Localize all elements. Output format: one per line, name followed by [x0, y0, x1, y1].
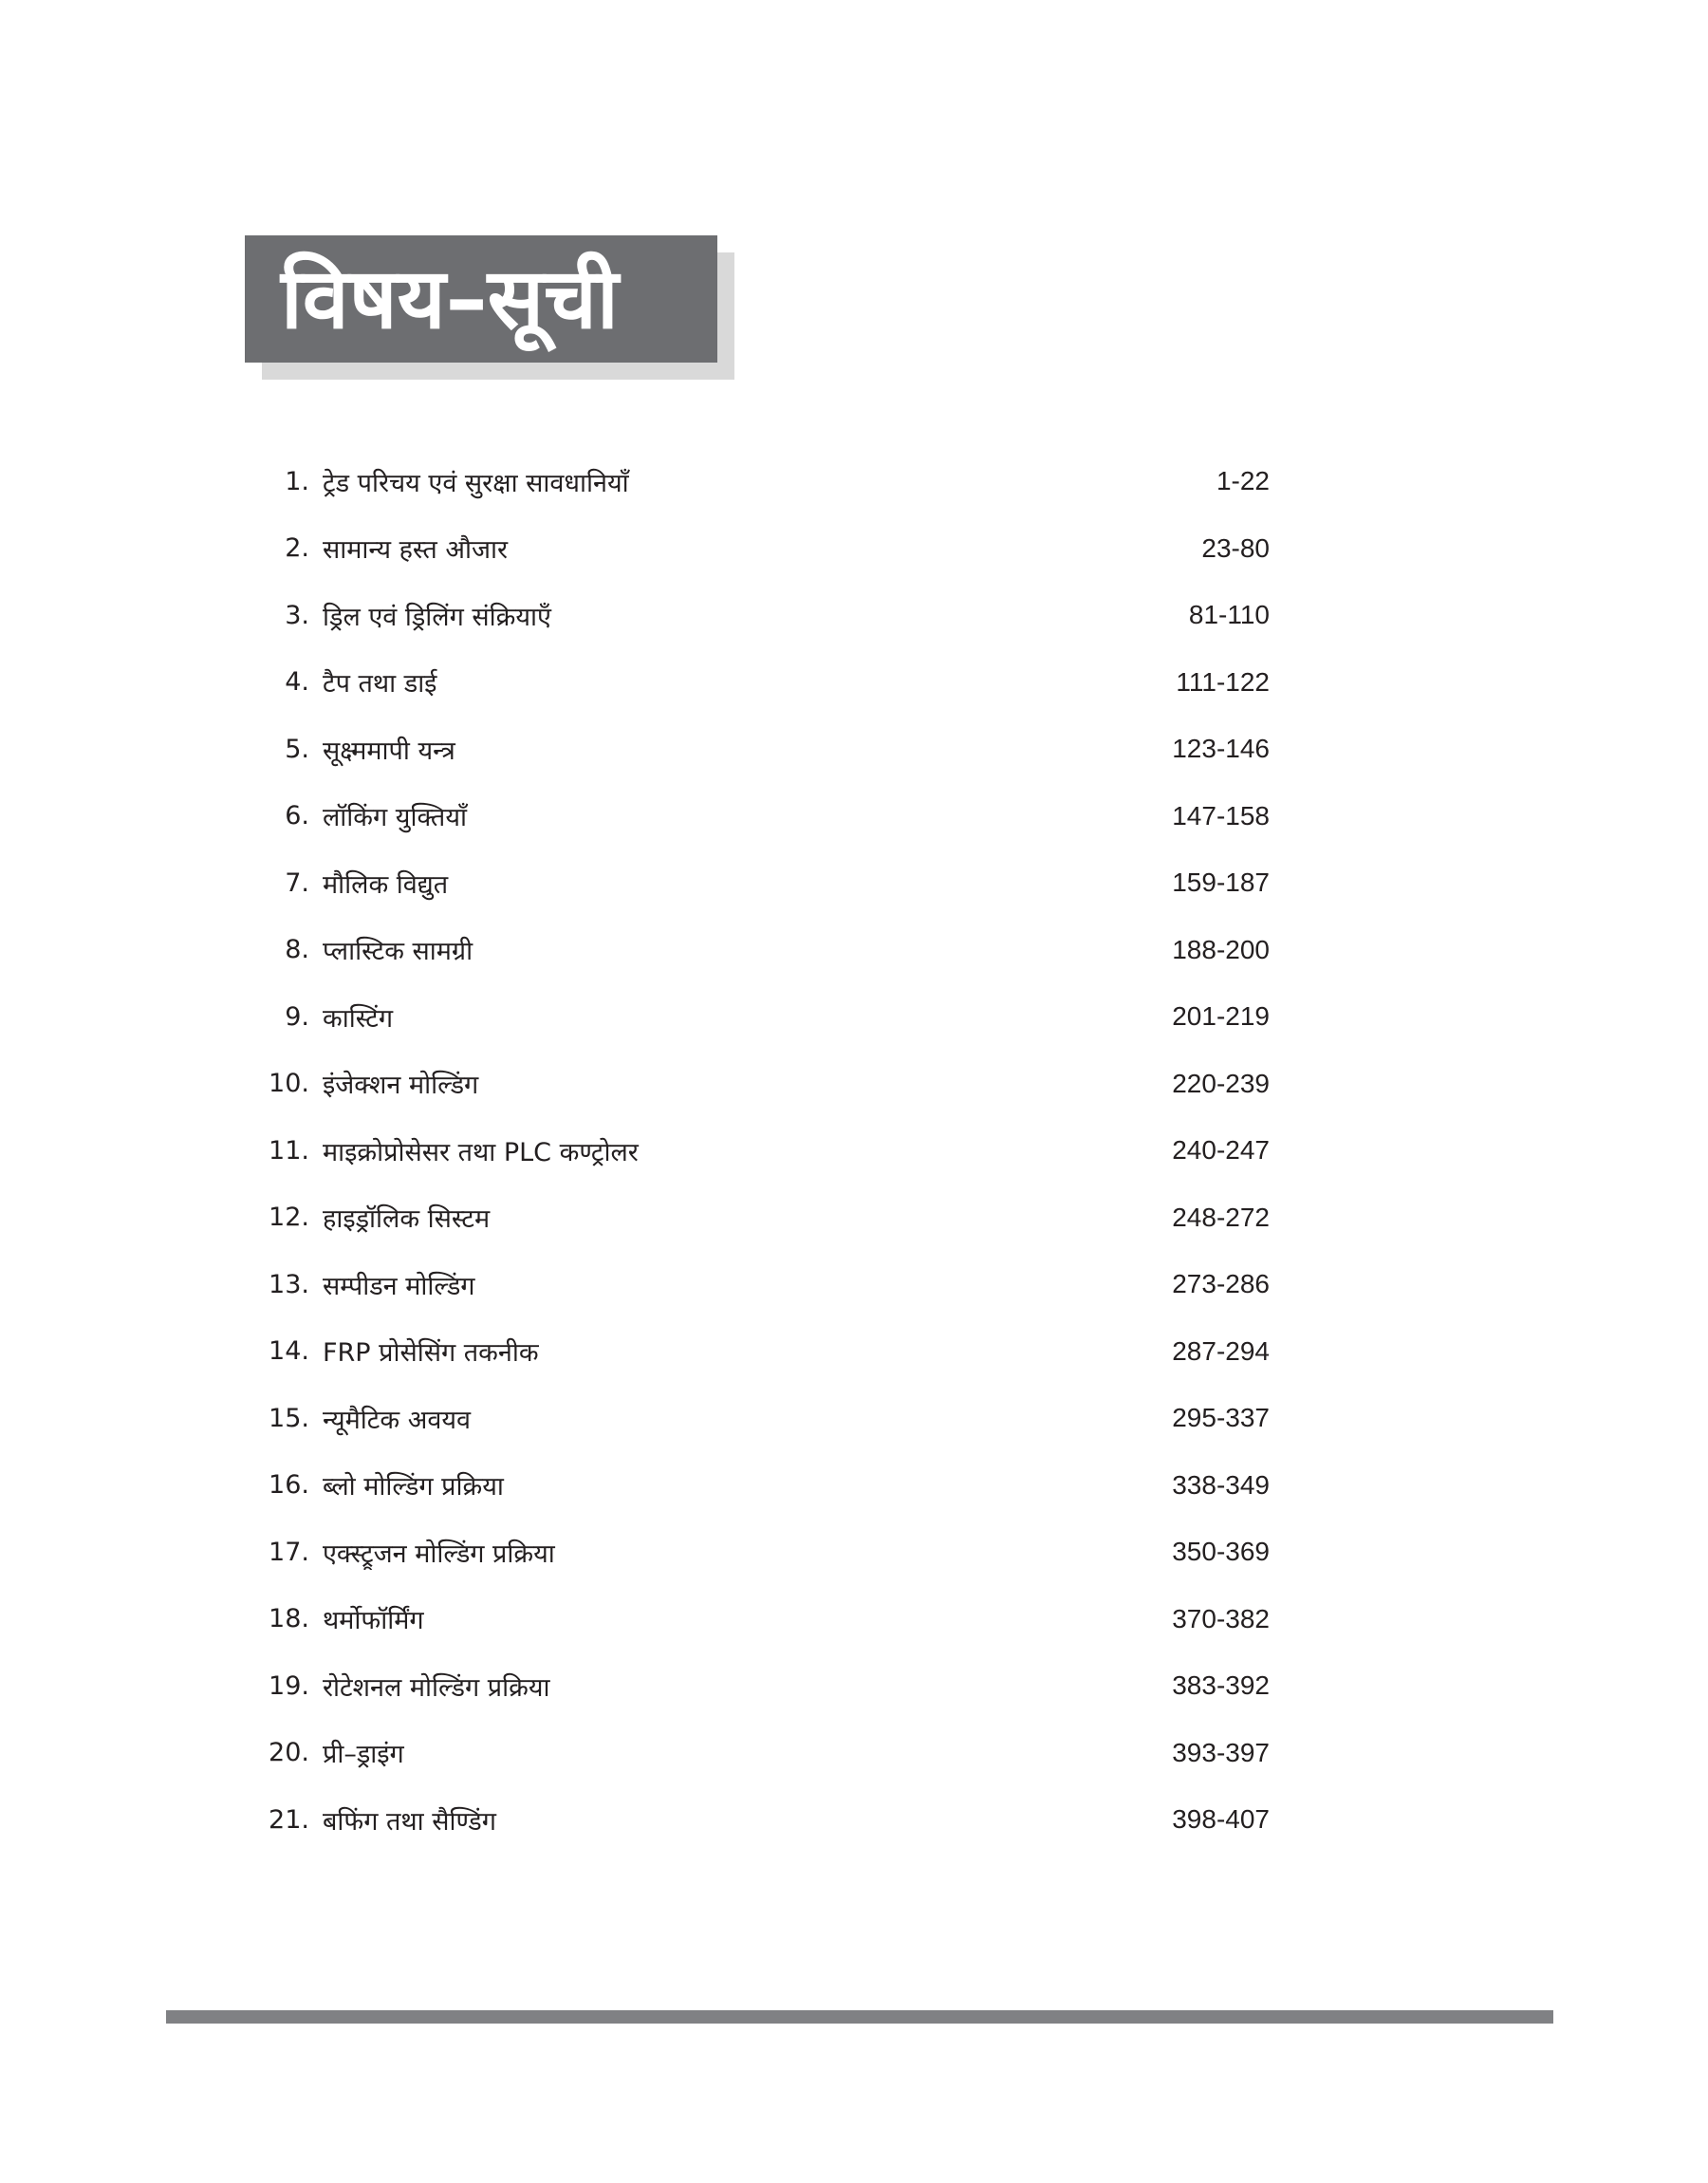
- toc-entry: [264, 849, 1270, 917]
- toc-entry-pages: 295-337: [1172, 1403, 1270, 1433]
- toc-entry-number: 10.: [269, 1069, 309, 1099]
- toc-entry-pages: 383-392: [1172, 1670, 1270, 1701]
- toc-entry-title: ब्लो मोल्डिंग प्रक्रिया: [323, 1472, 504, 1502]
- toc-entry: [264, 783, 1270, 850]
- toc-entry-number: 7.: [285, 868, 309, 898]
- toc-entry-number: 20.: [269, 1738, 309, 1768]
- toc-entry: [264, 1318, 1270, 1386]
- toc-entry-number: 6.: [285, 801, 309, 831]
- toc-entry-pages: 147-158: [1172, 800, 1270, 830]
- page-title: विषय–सूची: [281, 250, 619, 347]
- toc-entry: [264, 448, 1270, 515]
- page-heading-block: [245, 235, 717, 363]
- toc-entry-title: माइक्रोप्रोसेसर तथा PLC कण्ट्रोलर: [323, 1137, 639, 1167]
- toc-entry-number: 21.: [269, 1804, 309, 1835]
- toc-entry-number: 19.: [269, 1670, 309, 1701]
- toc-entry: [264, 1117, 1270, 1185]
- toc-entry-title: रोटेशनल मोल्डिंग प्रक्रिया: [323, 1672, 550, 1703]
- toc-entry: [264, 1720, 1270, 1787]
- toc-entry-title: इंजेक्शन मोल्डिंग: [323, 1071, 479, 1101]
- toc-entry-pages: 23-80: [1201, 532, 1270, 563]
- toc-entry-pages: 248-272: [1172, 1202, 1270, 1232]
- toc-entry-pages: 123-146: [1172, 734, 1270, 764]
- toc-entry-pages: 240-247: [1172, 1135, 1270, 1166]
- toc-entry-number: 17.: [269, 1537, 309, 1567]
- toc-entry: [264, 1652, 1270, 1720]
- toc-entry-number: 13.: [269, 1269, 309, 1299]
- toc-entry-title: प्री–ड्राइंग: [323, 1740, 404, 1770]
- toc-entry: [264, 1051, 1270, 1118]
- toc-entry-title: हाइड्रॉलिक सिस्टम: [323, 1204, 491, 1235]
- toc-entry-pages: 273-286: [1172, 1269, 1270, 1299]
- toc-entry-title: न्यूमैटिक अवयव: [323, 1405, 472, 1435]
- toc-entry: [264, 917, 1270, 984]
- toc-entry-pages: 201-219: [1172, 1001, 1270, 1032]
- toc-entry: [264, 582, 1270, 649]
- toc-entry-number: 4.: [285, 667, 309, 698]
- bottom-divider: [166, 2010, 1553, 2024]
- toc-entry: [264, 1251, 1270, 1318]
- table-of-contents: [264, 448, 1270, 1854]
- toc-entry-title: प्लास्टिक सामग्री: [323, 937, 473, 967]
- toc-entry-title: टैप तथा डाई: [323, 669, 437, 700]
- toc-entry-pages: 81-110: [1188, 600, 1270, 630]
- toc-entry-pages: 220-239: [1172, 1068, 1270, 1098]
- toc-entry-number: 16.: [269, 1470, 309, 1501]
- toc-entry-number: 5.: [285, 734, 309, 764]
- toc-entry-title: सम्पीडन मोल्डिंग: [323, 1271, 475, 1301]
- toc-entry-title: बफिंग तथा सैण्डिंग: [323, 1806, 496, 1837]
- toc-entry-title: सामान्य हस्त औजार: [323, 535, 509, 566]
- toc-entry-number: 8.: [285, 935, 309, 965]
- toc-entry: [264, 1786, 1270, 1854]
- toc-entry-title: कास्टिंग: [323, 1003, 394, 1034]
- toc-entry-pages: 188-200: [1172, 934, 1270, 964]
- toc-entry: [264, 1519, 1270, 1586]
- toc-entry: [264, 716, 1270, 783]
- toc-entry-pages: 111-122: [1176, 666, 1270, 697]
- toc-entry: [264, 1586, 1270, 1653]
- toc-entry-number: 11.: [269, 1135, 309, 1166]
- toc-entry-title: ड्रिल एवं ड्रिलिंग संक्रियाएँ: [323, 602, 551, 632]
- toc-entry-pages: 338-349: [1172, 1469, 1270, 1500]
- toc-entry-pages: 287-294: [1172, 1335, 1270, 1366]
- toc-entry-number: 14.: [269, 1336, 309, 1367]
- toc-entry-pages: 370-382: [1172, 1603, 1270, 1633]
- toc-entry-title: लॉकिंग युक्तियाँ: [323, 803, 467, 833]
- toc-entry-title: ट्रेड परिचय एवं सुरक्षा सावधानियाँ: [323, 468, 629, 498]
- toc-entry-pages: 398-407: [1172, 1804, 1270, 1835]
- toc-entry-number: 9.: [285, 1001, 309, 1032]
- toc-entry: [264, 1385, 1270, 1452]
- toc-entry: [264, 1452, 1270, 1520]
- toc-entry-title: FRP प्रोसेसिंग तकनीक: [323, 1338, 539, 1369]
- toc-entry: [264, 1185, 1270, 1252]
- toc-entry-pages: 393-397: [1172, 1737, 1270, 1767]
- toc-entry-title: थर्मोफॉर्मिंग: [323, 1606, 424, 1636]
- toc-entry-title: सूक्ष्ममापी यन्त्र: [323, 736, 455, 766]
- toc-entry-title: एक्स्ट्रूजन मोल्डिंग प्रक्रिया: [323, 1539, 555, 1569]
- toc-entry: [264, 515, 1270, 583]
- toc-entry: [264, 983, 1270, 1051]
- toc-entry-number: 3.: [285, 600, 309, 630]
- toc-entry-number: 2.: [285, 533, 309, 564]
- toc-entry-number: 15.: [269, 1403, 309, 1433]
- heading-box: [245, 235, 717, 363]
- toc-entry-number: 18.: [269, 1604, 309, 1634]
- toc-entry-pages: 350-369: [1172, 1537, 1270, 1567]
- toc-entry-number: 1.: [285, 466, 309, 496]
- toc-entry-title: मौलिक विद्युत: [323, 869, 449, 900]
- toc-entry-pages: 159-187: [1172, 868, 1270, 898]
- toc-entry-number: 12.: [269, 1203, 309, 1233]
- toc-entry-pages: 1-22: [1216, 466, 1270, 496]
- toc-entry: [264, 649, 1270, 717]
